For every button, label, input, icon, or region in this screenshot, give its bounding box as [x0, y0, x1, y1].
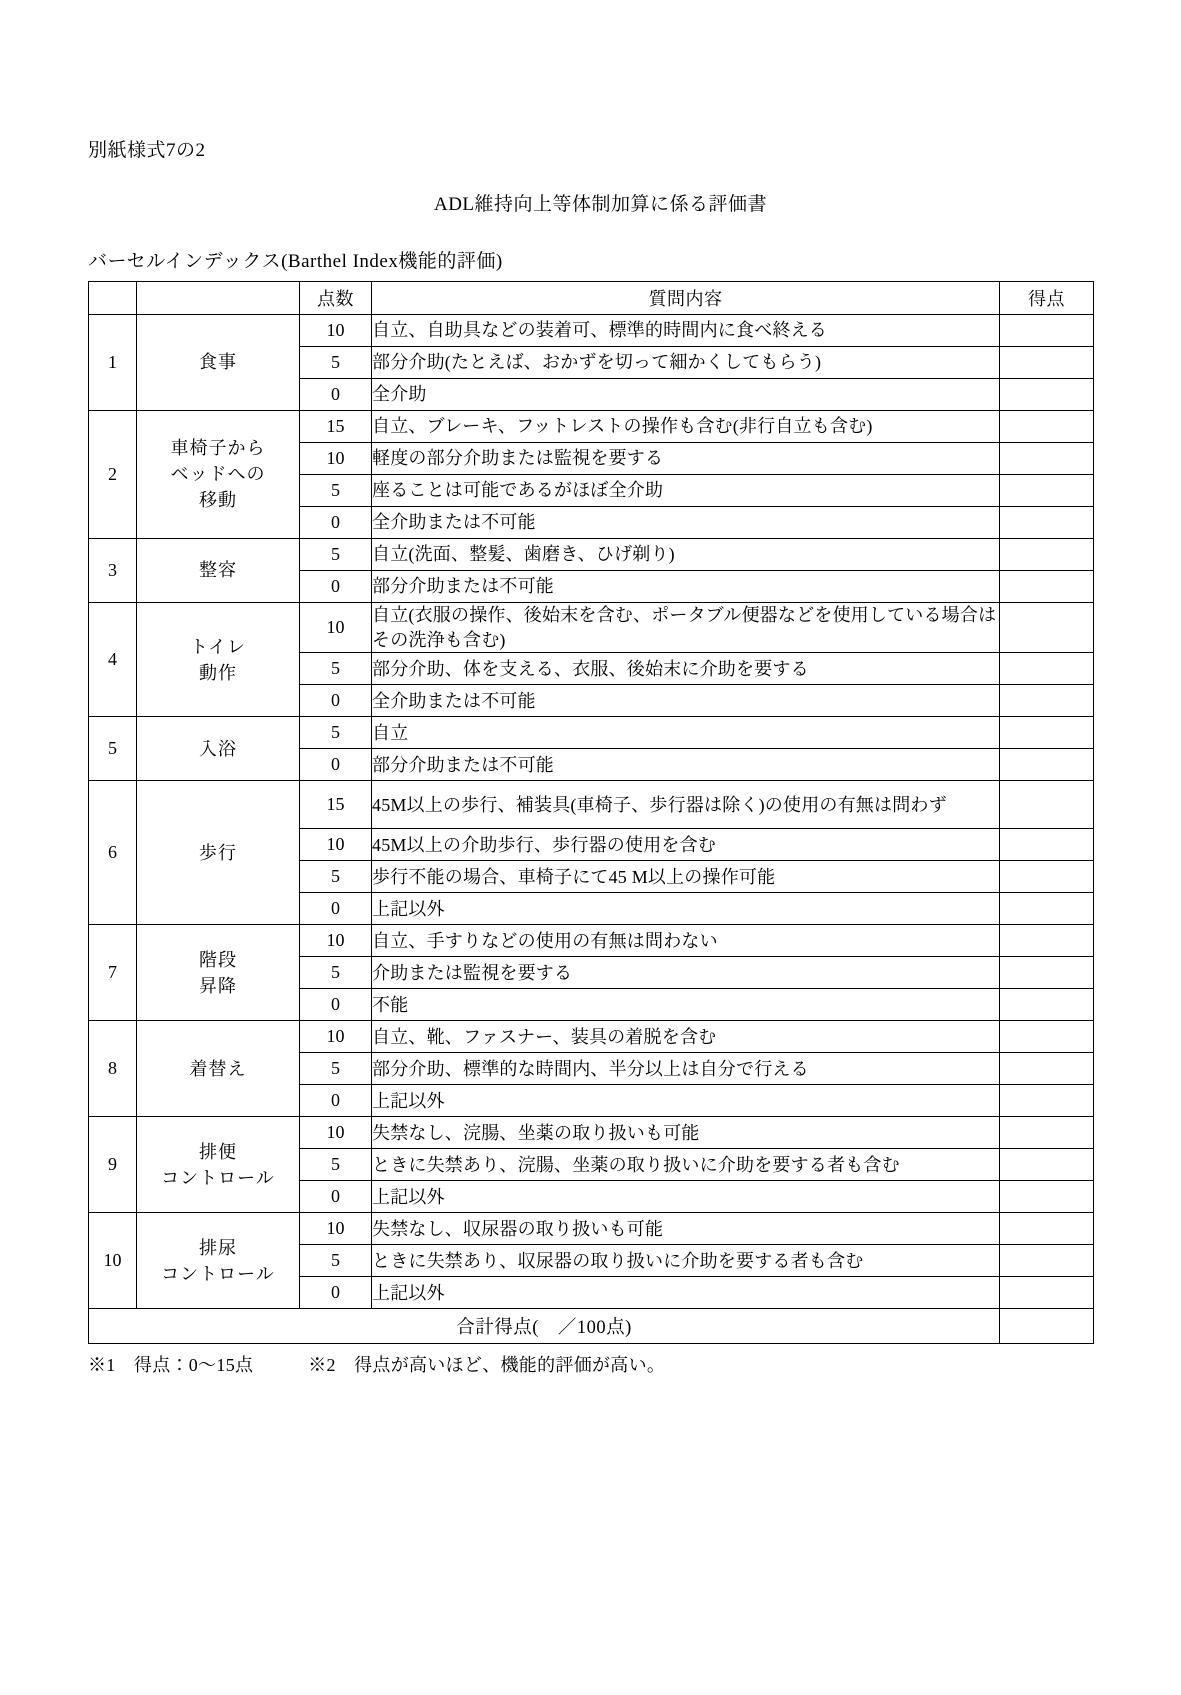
question-text: 45M以上の介助歩行、歩行器の使用を含む: [372, 829, 1000, 861]
points-input-cell[interactable]: [1000, 653, 1094, 685]
table-row: [89, 602, 1094, 653]
question-text: 部分介助、標準的な時間内、半分以上は自分で行える: [372, 1053, 1000, 1085]
points-input-cell[interactable]: [1000, 861, 1094, 893]
points-input-cell[interactable]: [1000, 1149, 1094, 1181]
row-item-label: 整容: [137, 538, 300, 602]
points-input-cell[interactable]: [1000, 378, 1094, 410]
points-input-cell[interactable]: [1000, 474, 1094, 506]
score-value: 10: [300, 314, 372, 346]
score-value: 5: [300, 1245, 372, 1277]
table-row: [89, 1021, 1094, 1053]
barthel-index-table: [88, 281, 1094, 1345]
score-value: 10: [300, 1021, 372, 1053]
question-text: 軽度の部分介助または監視を要する: [372, 442, 1000, 474]
question-text: 上記以外: [372, 1181, 1000, 1213]
row-item-label: 歩行: [137, 781, 300, 925]
points-input-cell[interactable]: [1000, 1053, 1094, 1085]
header-no: [89, 281, 137, 314]
score-value: 0: [300, 506, 372, 538]
question-text: 自立、ブレーキ、フットレストの操作も含む(非行自立も含む): [372, 410, 1000, 442]
question-text: 部分介助または不可能: [372, 570, 1000, 602]
question-text: 45M以上の歩行、補装具(車椅子、歩行器は除く)の使用の有無は問わず: [372, 781, 1000, 829]
question-text: 自立、手すりなどの使用の有無は問わない: [372, 925, 1000, 957]
points-input-cell[interactable]: [1000, 685, 1094, 717]
row-number: 3: [89, 538, 137, 602]
question-text: 上記以外: [372, 1085, 1000, 1117]
footnote: ※1 得点：0〜15点 ※2 得点が高いほど、機能的評価が高い。: [88, 1355, 666, 1376]
row-item-label: 食事: [137, 314, 300, 410]
form-number: 別紙様式7の2: [88, 140, 206, 161]
points-input-cell[interactable]: [1000, 717, 1094, 749]
points-input-cell[interactable]: [1000, 989, 1094, 1021]
question-text: 全介助または不可能: [372, 506, 1000, 538]
total-points-cell[interactable]: [1000, 1309, 1094, 1344]
question-text: 介助または監視を要する: [372, 957, 1000, 989]
question-text: 自立(洗面、整髪、歯磨き、ひげ剃り): [372, 538, 1000, 570]
question-text: 全介助または不可能: [372, 685, 1000, 717]
question-text: 部分介助(たとえば、おかずを切って細かくしてもらう): [372, 346, 1000, 378]
row-item-label: 着替え: [137, 1021, 300, 1117]
score-value: 0: [300, 1277, 372, 1309]
row-number: 7: [89, 925, 137, 1021]
row-number: 6: [89, 781, 137, 925]
question-text: 全介助: [372, 378, 1000, 410]
score-value: 0: [300, 1181, 372, 1213]
table-subtitle: バーセルインデックス(Barthel Index機能的評価): [88, 250, 503, 272]
question-text: 歩行不能の場合、車椅子にて45 M以上の操作可能: [372, 861, 1000, 893]
table-row: [89, 314, 1094, 346]
score-value: 0: [300, 989, 372, 1021]
score-value: 10: [300, 1213, 372, 1245]
question-text: 自立、自助具などの装着可、標準的時間内に食べ終える: [372, 314, 1000, 346]
question-text: 自立: [372, 717, 1000, 749]
row-item-label: 車椅子から ベッドへの 移動: [137, 410, 300, 538]
points-input-cell[interactable]: [1000, 1245, 1094, 1277]
score-value: 0: [300, 1085, 372, 1117]
question-text: 上記以外: [372, 1277, 1000, 1309]
score-value: 10: [300, 1117, 372, 1149]
points-input-cell[interactable]: [1000, 314, 1094, 346]
points-input-cell[interactable]: [1000, 781, 1094, 829]
points-input-cell[interactable]: [1000, 570, 1094, 602]
points-input-cell[interactable]: [1000, 410, 1094, 442]
points-input-cell[interactable]: [1000, 346, 1094, 378]
question-text: 不能: [372, 989, 1000, 1021]
question-text: 上記以外: [372, 893, 1000, 925]
question-text: 座ることは可能であるがほぼ全介助: [372, 474, 1000, 506]
points-input-cell[interactable]: [1000, 1181, 1094, 1213]
points-input-cell[interactable]: [1000, 538, 1094, 570]
points-input-cell[interactable]: [1000, 1021, 1094, 1053]
score-value: 10: [300, 925, 372, 957]
row-number: 9: [89, 1117, 137, 1213]
header-question: 質問内容: [372, 281, 1000, 314]
row-number: 4: [89, 602, 137, 717]
score-value: 5: [300, 346, 372, 378]
score-value: 15: [300, 410, 372, 442]
points-input-cell[interactable]: [1000, 749, 1094, 781]
table-row: [89, 1117, 1094, 1149]
score-value: 10: [300, 442, 372, 474]
points-input-cell[interactable]: [1000, 602, 1094, 653]
points-input-cell[interactable]: [1000, 957, 1094, 989]
question-text: 自立(衣服の操作、後始末を含む、ポータブル便器などを使用している場合はその洗浄も含む): [372, 602, 1000, 653]
score-value: 0: [300, 893, 372, 925]
score-value: 5: [300, 653, 372, 685]
score-value: 5: [300, 1149, 372, 1181]
points-input-cell[interactable]: [1000, 1117, 1094, 1149]
row-item-label: 階段 昇降: [137, 925, 300, 1021]
question-text: 部分介助、体を支える、衣服、後始末に介助を要する: [372, 653, 1000, 685]
score-value: 0: [300, 685, 372, 717]
row-item-label: 排便 コントロール: [137, 1117, 300, 1213]
points-input-cell[interactable]: [1000, 1213, 1094, 1245]
score-value: 5: [300, 538, 372, 570]
document-title: ADL維持向上等体制加算に係る評価書: [433, 193, 768, 215]
row-number: 2: [89, 410, 137, 538]
score-value: 5: [300, 1053, 372, 1085]
header-points: 得点: [1000, 281, 1094, 314]
header-item: [137, 281, 300, 314]
question-text: ときに失禁あり、浣腸、坐薬の取り扱いに介助を要する者も含む: [372, 1149, 1000, 1181]
table-row: [89, 781, 1094, 829]
points-input-cell[interactable]: [1000, 925, 1094, 957]
points-input-cell[interactable]: [1000, 1277, 1094, 1309]
row-number: 1: [89, 314, 137, 410]
points-input-cell[interactable]: [1000, 442, 1094, 474]
row-item-label: 入浴: [137, 717, 300, 781]
points-input-cell[interactable]: [1000, 893, 1094, 925]
row-number: 10: [89, 1213, 137, 1309]
score-value: 15: [300, 781, 372, 829]
points-input-cell[interactable]: [1000, 506, 1094, 538]
score-value: 5: [300, 861, 372, 893]
table-row: [89, 925, 1094, 957]
score-value: 5: [300, 957, 372, 989]
score-value: 0: [300, 749, 372, 781]
row-number: 8: [89, 1021, 137, 1117]
row-item-label: 排尿 コントロール: [137, 1213, 300, 1309]
question-text: 部分介助または不可能: [372, 749, 1000, 781]
table-body: [89, 314, 1094, 1344]
question-text: 失禁なし、浣腸、坐薬の取り扱いも可能: [372, 1117, 1000, 1149]
score-value: 0: [300, 570, 372, 602]
table-header: [89, 281, 1094, 314]
points-input-cell[interactable]: [1000, 829, 1094, 861]
table-row: [89, 538, 1094, 570]
score-value: 10: [300, 829, 372, 861]
question-text: ときに失禁あり、収尿器の取り扱いに介助を要する者も含む: [372, 1245, 1000, 1277]
score-value: 5: [300, 717, 372, 749]
question-text: 自立、靴、ファスナー、装具の着脱を含む: [372, 1021, 1000, 1053]
row-number: 5: [89, 717, 137, 781]
points-input-cell[interactable]: [1000, 1085, 1094, 1117]
question-text: 失禁なし、収尿器の取り扱いも可能: [372, 1213, 1000, 1245]
row-item-label: トイレ 動作: [137, 602, 300, 717]
header-score: 点数: [300, 281, 372, 314]
score-value: 10: [300, 602, 372, 653]
total-label: 合計得点( ／100点): [89, 1309, 1000, 1344]
total-row: [89, 1309, 1094, 1344]
score-value: 0: [300, 378, 372, 410]
score-value: 5: [300, 474, 372, 506]
table-row: [89, 1213, 1094, 1245]
table-row: [89, 410, 1094, 442]
table-row: [89, 717, 1094, 749]
